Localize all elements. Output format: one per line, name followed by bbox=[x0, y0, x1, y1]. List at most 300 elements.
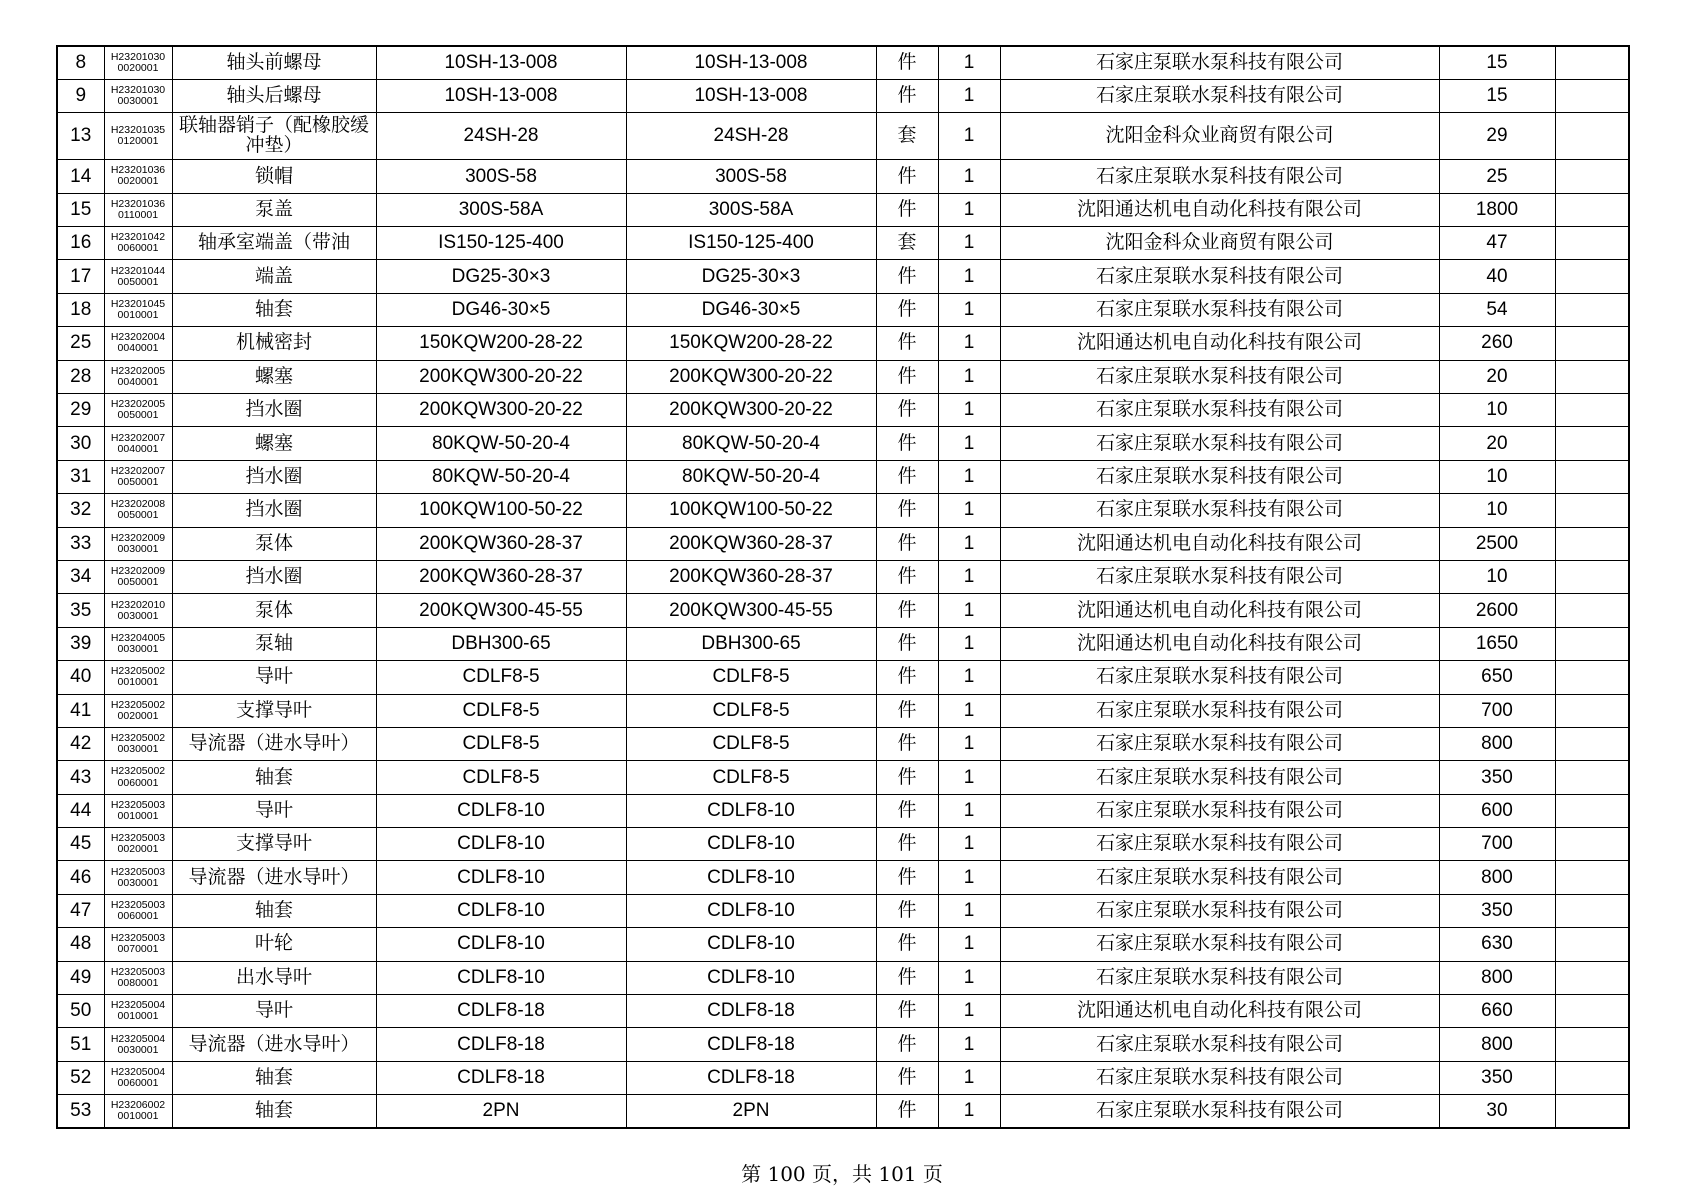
quantity-cell: 1 bbox=[938, 227, 1000, 260]
spec-cell: 10SH-13-008 bbox=[376, 46, 626, 79]
row-number-cell: 8 bbox=[57, 46, 104, 79]
material-code-cell: H23201030 0020001 bbox=[104, 46, 172, 79]
quantity-cell: 1 bbox=[938, 79, 1000, 112]
model-cell: 24SH-28 bbox=[626, 113, 876, 160]
remarks-cell bbox=[1555, 794, 1629, 827]
remarks-cell bbox=[1555, 661, 1629, 694]
unit-price-cell: 25 bbox=[1439, 160, 1555, 193]
page-number: 第 100 页，共 101 页 bbox=[741, 1162, 943, 1186]
quantity-cell: 1 bbox=[938, 1095, 1000, 1128]
unit-price-cell: 800 bbox=[1439, 961, 1555, 994]
spec-cell: 200KQW360-28-37 bbox=[376, 560, 626, 593]
row-number-cell: 46 bbox=[57, 861, 104, 894]
quantity-cell: 1 bbox=[938, 1061, 1000, 1094]
spec-cell: 80KQW-50-20-4 bbox=[376, 460, 626, 493]
quantity-cell: 1 bbox=[938, 360, 1000, 393]
part-name-cell: 轴套 bbox=[172, 761, 376, 794]
unit-price-cell: 800 bbox=[1439, 727, 1555, 760]
spec-cell: CDLF8-10 bbox=[376, 794, 626, 827]
table-row bbox=[57, 113, 1629, 160]
remarks-cell bbox=[1555, 995, 1629, 1028]
quantity-cell: 1 bbox=[938, 727, 1000, 760]
table-row bbox=[57, 1028, 1629, 1061]
unit-cell: 件 bbox=[876, 193, 938, 226]
material-code-cell: H23205003 0020001 bbox=[104, 828, 172, 861]
material-code-cell: H23205003 0030001 bbox=[104, 861, 172, 894]
quantity-cell: 1 bbox=[938, 427, 1000, 460]
spec-cell: 100KQW100-50-22 bbox=[376, 494, 626, 527]
supplier-cell: 石家庄泵联水泵科技有限公司 bbox=[1000, 160, 1439, 193]
quantity-cell: 1 bbox=[938, 661, 1000, 694]
remarks-cell bbox=[1555, 394, 1629, 427]
unit-price-cell: 350 bbox=[1439, 894, 1555, 927]
unit-price-cell: 1650 bbox=[1439, 627, 1555, 660]
table-row bbox=[57, 193, 1629, 226]
remarks-cell bbox=[1555, 1028, 1629, 1061]
remarks-cell bbox=[1555, 828, 1629, 861]
part-name-cell: 支撑导叶 bbox=[172, 828, 376, 861]
spec-cell: CDLF8-5 bbox=[376, 661, 626, 694]
spec-cell: CDLF8-10 bbox=[376, 961, 626, 994]
table-row bbox=[57, 694, 1629, 727]
quantity-cell: 1 bbox=[938, 260, 1000, 293]
spec-cell: CDLF8-18 bbox=[376, 995, 626, 1028]
model-cell: 80KQW-50-20-4 bbox=[626, 427, 876, 460]
table-row bbox=[57, 794, 1629, 827]
model-cell: 100KQW100-50-22 bbox=[626, 494, 876, 527]
quantity-cell: 1 bbox=[938, 761, 1000, 794]
material-code-cell: H23205003 0010001 bbox=[104, 794, 172, 827]
supplier-cell: 石家庄泵联水泵科技有限公司 bbox=[1000, 427, 1439, 460]
supplier-cell: 石家庄泵联水泵科技有限公司 bbox=[1000, 360, 1439, 393]
quantity-cell: 1 bbox=[938, 694, 1000, 727]
unit-price-cell: 10 bbox=[1439, 560, 1555, 593]
spec-cell: 300S-58 bbox=[376, 160, 626, 193]
row-number-cell: 47 bbox=[57, 894, 104, 927]
table-row bbox=[57, 594, 1629, 627]
row-number-cell: 25 bbox=[57, 327, 104, 360]
material-code-cell: H23201030 0030001 bbox=[104, 79, 172, 112]
supplier-cell: 石家庄泵联水泵科技有限公司 bbox=[1000, 828, 1439, 861]
supplier-cell: 石家庄泵联水泵科技有限公司 bbox=[1000, 494, 1439, 527]
remarks-cell bbox=[1555, 360, 1629, 393]
unit-price-cell: 700 bbox=[1439, 694, 1555, 727]
part-name-cell: 联轴器销子（配橡胶缓冲垫） bbox=[172, 113, 376, 160]
part-name-cell: 挡水圈 bbox=[172, 494, 376, 527]
remarks-cell bbox=[1555, 227, 1629, 260]
quantity-cell: 1 bbox=[938, 394, 1000, 427]
part-name-cell: 叶轮 bbox=[172, 928, 376, 961]
part-name-cell: 轴套 bbox=[172, 1061, 376, 1094]
unit-price-cell: 660 bbox=[1439, 995, 1555, 1028]
part-name-cell: 轴套 bbox=[172, 894, 376, 927]
unit-cell: 件 bbox=[876, 360, 938, 393]
unit-price-cell: 2500 bbox=[1439, 527, 1555, 560]
part-name-cell: 轴承室端盖（带油 bbox=[172, 227, 376, 260]
spec-cell: 10SH-13-008 bbox=[376, 79, 626, 112]
supplier-cell: 石家庄泵联水泵科技有限公司 bbox=[1000, 861, 1439, 894]
material-code-cell: H23206002 0010001 bbox=[104, 1095, 172, 1128]
remarks-cell bbox=[1555, 1061, 1629, 1094]
parts-price-table bbox=[56, 45, 1630, 1129]
unit-cell: 件 bbox=[876, 661, 938, 694]
unit-price-cell: 40 bbox=[1439, 260, 1555, 293]
supplier-cell: 石家庄泵联水泵科技有限公司 bbox=[1000, 761, 1439, 794]
material-code-cell: H23202009 0030001 bbox=[104, 527, 172, 560]
unit-cell: 件 bbox=[876, 1028, 938, 1061]
unit-cell: 件 bbox=[876, 394, 938, 427]
row-number-cell: 18 bbox=[57, 293, 104, 326]
remarks-cell bbox=[1555, 560, 1629, 593]
model-cell: CDLF8-10 bbox=[626, 894, 876, 927]
part-name-cell: 端盖 bbox=[172, 260, 376, 293]
remarks-cell bbox=[1555, 961, 1629, 994]
material-code-cell: H23205003 0080001 bbox=[104, 961, 172, 994]
quantity-cell: 1 bbox=[938, 961, 1000, 994]
quantity-cell: 1 bbox=[938, 995, 1000, 1028]
unit-cell: 件 bbox=[876, 995, 938, 1028]
remarks-cell bbox=[1555, 694, 1629, 727]
remarks-cell bbox=[1555, 594, 1629, 627]
spec-cell: IS150-125-400 bbox=[376, 227, 626, 260]
spec-cell: DG46-30×5 bbox=[376, 293, 626, 326]
model-cell: CDLF8-5 bbox=[626, 661, 876, 694]
part-name-cell: 轴头后螺母 bbox=[172, 79, 376, 112]
row-number-cell: 13 bbox=[57, 113, 104, 160]
remarks-cell bbox=[1555, 894, 1629, 927]
spec-cell: 200KQW300-45-55 bbox=[376, 594, 626, 627]
model-cell: CDLF8-18 bbox=[626, 1028, 876, 1061]
table-body bbox=[57, 46, 1629, 1128]
remarks-cell bbox=[1555, 928, 1629, 961]
unit-price-cell: 650 bbox=[1439, 661, 1555, 694]
part-name-cell: 轴头前螺母 bbox=[172, 46, 376, 79]
part-name-cell: 挡水圈 bbox=[172, 560, 376, 593]
table-row bbox=[57, 293, 1629, 326]
material-code-cell: H23202005 0050001 bbox=[104, 394, 172, 427]
unit-cell: 件 bbox=[876, 79, 938, 112]
row-number-cell: 44 bbox=[57, 794, 104, 827]
material-code-cell: H23205003 0070001 bbox=[104, 928, 172, 961]
unit-cell: 件 bbox=[876, 894, 938, 927]
part-name-cell: 泵体 bbox=[172, 527, 376, 560]
row-number-cell: 50 bbox=[57, 995, 104, 1028]
row-number-cell: 45 bbox=[57, 828, 104, 861]
unit-price-cell: 600 bbox=[1439, 794, 1555, 827]
table-row bbox=[57, 46, 1629, 79]
supplier-cell: 沈阳通达机电自动化科技有限公司 bbox=[1000, 527, 1439, 560]
table-row bbox=[57, 494, 1629, 527]
remarks-cell bbox=[1555, 79, 1629, 112]
row-number-cell: 49 bbox=[57, 961, 104, 994]
quantity-cell: 1 bbox=[938, 293, 1000, 326]
supplier-cell: 石家庄泵联水泵科技有限公司 bbox=[1000, 1028, 1439, 1061]
unit-price-cell: 15 bbox=[1439, 79, 1555, 112]
unit-price-cell: 350 bbox=[1439, 761, 1555, 794]
quantity-cell: 1 bbox=[938, 794, 1000, 827]
quantity-cell: 1 bbox=[938, 1028, 1000, 1061]
remarks-cell bbox=[1555, 1095, 1629, 1128]
material-code-cell: H23201045 0010001 bbox=[104, 293, 172, 326]
unit-cell: 件 bbox=[876, 160, 938, 193]
part-name-cell: 锁帽 bbox=[172, 160, 376, 193]
table-row bbox=[57, 527, 1629, 560]
quantity-cell: 1 bbox=[938, 46, 1000, 79]
quantity-cell: 1 bbox=[938, 527, 1000, 560]
material-code-cell: H23204005 0030001 bbox=[104, 627, 172, 660]
unit-cell: 件 bbox=[876, 260, 938, 293]
supplier-cell: 石家庄泵联水泵科技有限公司 bbox=[1000, 46, 1439, 79]
model-cell: CDLF8-5 bbox=[626, 727, 876, 760]
quantity-cell: 1 bbox=[938, 160, 1000, 193]
table-row bbox=[57, 227, 1629, 260]
unit-price-cell: 15 bbox=[1439, 46, 1555, 79]
model-cell: CDLF8-18 bbox=[626, 1061, 876, 1094]
model-cell: 10SH-13-008 bbox=[626, 46, 876, 79]
unit-price-cell: 800 bbox=[1439, 1028, 1555, 1061]
row-number-cell: 28 bbox=[57, 360, 104, 393]
supplier-cell: 沈阳金科众业商贸有限公司 bbox=[1000, 227, 1439, 260]
supplier-cell: 沈阳通达机电自动化科技有限公司 bbox=[1000, 327, 1439, 360]
table-row bbox=[57, 427, 1629, 460]
model-cell: CDLF8-10 bbox=[626, 828, 876, 861]
model-cell: 200KQW360-28-37 bbox=[626, 527, 876, 560]
row-number-cell: 48 bbox=[57, 928, 104, 961]
spec-cell: DBH300-65 bbox=[376, 627, 626, 660]
material-code-cell: H23202005 0040001 bbox=[104, 360, 172, 393]
model-cell: DG46-30×5 bbox=[626, 293, 876, 326]
row-number-cell: 34 bbox=[57, 560, 104, 593]
row-number-cell: 40 bbox=[57, 661, 104, 694]
table-row bbox=[57, 627, 1629, 660]
row-number-cell: 53 bbox=[57, 1095, 104, 1128]
material-code-cell: H23202007 0040001 bbox=[104, 427, 172, 460]
unit-price-cell: 1800 bbox=[1439, 193, 1555, 226]
unit-cell: 套 bbox=[876, 113, 938, 160]
remarks-cell bbox=[1555, 260, 1629, 293]
supplier-cell: 石家庄泵联水泵科技有限公司 bbox=[1000, 928, 1439, 961]
part-name-cell: 轴套 bbox=[172, 293, 376, 326]
spec-cell: CDLF8-5 bbox=[376, 761, 626, 794]
material-code-cell: H23202009 0050001 bbox=[104, 560, 172, 593]
unit-cell: 件 bbox=[876, 928, 938, 961]
supplier-cell: 沈阳通达机电自动化科技有限公司 bbox=[1000, 627, 1439, 660]
material-code-cell: H23201035 0120001 bbox=[104, 113, 172, 160]
table-row bbox=[57, 327, 1629, 360]
model-cell: 200KQW300-20-22 bbox=[626, 360, 876, 393]
material-code-cell: H23201036 0110001 bbox=[104, 193, 172, 226]
supplier-cell: 石家庄泵联水泵科技有限公司 bbox=[1000, 1095, 1439, 1128]
part-name-cell: 支撑导叶 bbox=[172, 694, 376, 727]
supplier-cell: 石家庄泵联水泵科技有限公司 bbox=[1000, 794, 1439, 827]
supplier-cell: 石家庄泵联水泵科技有限公司 bbox=[1000, 394, 1439, 427]
supplier-cell: 石家庄泵联水泵科技有限公司 bbox=[1000, 961, 1439, 994]
unit-cell: 件 bbox=[876, 293, 938, 326]
supplier-cell: 石家庄泵联水泵科技有限公司 bbox=[1000, 694, 1439, 727]
unit-cell: 件 bbox=[876, 46, 938, 79]
unit-cell: 件 bbox=[876, 1061, 938, 1094]
remarks-cell bbox=[1555, 727, 1629, 760]
unit-price-cell: 10 bbox=[1439, 460, 1555, 493]
supplier-cell: 石家庄泵联水泵科技有限公司 bbox=[1000, 260, 1439, 293]
material-code-cell: H23201036 0020001 bbox=[104, 160, 172, 193]
supplier-cell: 石家庄泵联水泵科技有限公司 bbox=[1000, 661, 1439, 694]
supplier-cell: 沈阳金科众业商贸有限公司 bbox=[1000, 113, 1439, 160]
material-code-cell: H23201044 0050001 bbox=[104, 260, 172, 293]
material-code-cell: H23202007 0050001 bbox=[104, 460, 172, 493]
remarks-cell bbox=[1555, 327, 1629, 360]
unit-cell: 件 bbox=[876, 794, 938, 827]
quantity-cell: 1 bbox=[938, 627, 1000, 660]
quantity-cell: 1 bbox=[938, 460, 1000, 493]
model-cell: CDLF8-10 bbox=[626, 961, 876, 994]
part-name-cell: 导叶 bbox=[172, 661, 376, 694]
part-name-cell: 机械密封 bbox=[172, 327, 376, 360]
quantity-cell: 1 bbox=[938, 928, 1000, 961]
supplier-cell: 石家庄泵联水泵科技有限公司 bbox=[1000, 79, 1439, 112]
row-number-cell: 31 bbox=[57, 460, 104, 493]
row-number-cell: 32 bbox=[57, 494, 104, 527]
spec-cell: CDLF8-10 bbox=[376, 894, 626, 927]
unit-cell: 件 bbox=[876, 828, 938, 861]
unit-cell: 件 bbox=[876, 727, 938, 760]
remarks-cell bbox=[1555, 494, 1629, 527]
spec-cell: CDLF8-10 bbox=[376, 928, 626, 961]
remarks-cell bbox=[1555, 861, 1629, 894]
part-name-cell: 挡水圈 bbox=[172, 394, 376, 427]
unit-price-cell: 29 bbox=[1439, 113, 1555, 160]
remarks-cell bbox=[1555, 460, 1629, 493]
model-cell: CDLF8-10 bbox=[626, 861, 876, 894]
material-code-cell: H23205004 0060001 bbox=[104, 1061, 172, 1094]
model-cell: CDLF8-5 bbox=[626, 761, 876, 794]
supplier-cell: 石家庄泵联水泵科技有限公司 bbox=[1000, 460, 1439, 493]
material-code-cell: H23205003 0060001 bbox=[104, 894, 172, 927]
part-name-cell: 导叶 bbox=[172, 794, 376, 827]
row-number-cell: 33 bbox=[57, 527, 104, 560]
remarks-cell bbox=[1555, 761, 1629, 794]
row-number-cell: 35 bbox=[57, 594, 104, 627]
spec-cell: 200KQW300-20-22 bbox=[376, 394, 626, 427]
remarks-cell bbox=[1555, 527, 1629, 560]
unit-cell: 件 bbox=[876, 761, 938, 794]
part-name-cell: 挡水圈 bbox=[172, 460, 376, 493]
unit-cell: 套 bbox=[876, 227, 938, 260]
model-cell: DBH300-65 bbox=[626, 627, 876, 660]
material-code-cell: H23202008 0050001 bbox=[104, 494, 172, 527]
supplier-cell: 沈阳通达机电自动化科技有限公司 bbox=[1000, 594, 1439, 627]
unit-price-cell: 54 bbox=[1439, 293, 1555, 326]
table-row bbox=[57, 460, 1629, 493]
supplier-cell: 沈阳通达机电自动化科技有限公司 bbox=[1000, 995, 1439, 1028]
unit-cell: 件 bbox=[876, 460, 938, 493]
model-cell: DG25-30×3 bbox=[626, 260, 876, 293]
table-row bbox=[57, 661, 1629, 694]
row-number-cell: 39 bbox=[57, 627, 104, 660]
quantity-cell: 1 bbox=[938, 861, 1000, 894]
unit-price-cell: 350 bbox=[1439, 1061, 1555, 1094]
unit-price-cell: 260 bbox=[1439, 327, 1555, 360]
unit-price-cell: 20 bbox=[1439, 360, 1555, 393]
row-number-cell: 29 bbox=[57, 394, 104, 427]
material-code-cell: H23205002 0030001 bbox=[104, 727, 172, 760]
table-row bbox=[57, 394, 1629, 427]
table-row bbox=[57, 160, 1629, 193]
spec-cell: 150KQW200-28-22 bbox=[376, 327, 626, 360]
remarks-cell bbox=[1555, 427, 1629, 460]
material-code-cell: H23205002 0060001 bbox=[104, 761, 172, 794]
part-name-cell: 导流器（进水导叶） bbox=[172, 1028, 376, 1061]
remarks-cell bbox=[1555, 113, 1629, 160]
row-number-cell: 43 bbox=[57, 761, 104, 794]
row-number-cell: 15 bbox=[57, 193, 104, 226]
model-cell: 80KQW-50-20-4 bbox=[626, 460, 876, 493]
unit-cell: 件 bbox=[876, 694, 938, 727]
part-name-cell: 螺塞 bbox=[172, 360, 376, 393]
unit-price-cell: 700 bbox=[1439, 828, 1555, 861]
row-number-cell: 41 bbox=[57, 694, 104, 727]
table-row bbox=[57, 360, 1629, 393]
row-number-cell: 17 bbox=[57, 260, 104, 293]
spec-cell: DG25-30×3 bbox=[376, 260, 626, 293]
row-number-cell: 16 bbox=[57, 227, 104, 260]
table-row bbox=[57, 861, 1629, 894]
spec-cell: 200KQW300-20-22 bbox=[376, 360, 626, 393]
material-code-cell: H23205004 0030001 bbox=[104, 1028, 172, 1061]
table-row bbox=[57, 828, 1629, 861]
table-row bbox=[57, 961, 1629, 994]
model-cell: 2PN bbox=[626, 1095, 876, 1128]
unit-cell: 件 bbox=[876, 594, 938, 627]
unit-price-cell: 800 bbox=[1439, 861, 1555, 894]
spec-cell: CDLF8-10 bbox=[376, 861, 626, 894]
spec-cell: 300S-58A bbox=[376, 193, 626, 226]
remarks-cell bbox=[1555, 160, 1629, 193]
remarks-cell bbox=[1555, 293, 1629, 326]
spec-cell: CDLF8-18 bbox=[376, 1028, 626, 1061]
table-row bbox=[57, 727, 1629, 760]
row-number-cell: 52 bbox=[57, 1061, 104, 1094]
unit-cell: 件 bbox=[876, 427, 938, 460]
unit-price-cell: 20 bbox=[1439, 427, 1555, 460]
unit-cell: 件 bbox=[876, 1095, 938, 1128]
table-row bbox=[57, 928, 1629, 961]
supplier-cell: 石家庄泵联水泵科技有限公司 bbox=[1000, 894, 1439, 927]
unit-cell: 件 bbox=[876, 627, 938, 660]
unit-price-cell: 630 bbox=[1439, 928, 1555, 961]
unit-price-cell: 2600 bbox=[1439, 594, 1555, 627]
quantity-cell: 1 bbox=[938, 594, 1000, 627]
spec-cell: 24SH-28 bbox=[376, 113, 626, 160]
part-name-cell: 出水导叶 bbox=[172, 961, 376, 994]
remarks-cell bbox=[1555, 627, 1629, 660]
table-row bbox=[57, 995, 1629, 1028]
model-cell: CDLF8-10 bbox=[626, 928, 876, 961]
part-name-cell: 导流器（进水导叶） bbox=[172, 861, 376, 894]
material-code-cell: H23205004 0010001 bbox=[104, 995, 172, 1028]
material-code-cell: H23201042 0060001 bbox=[104, 227, 172, 260]
row-number-cell: 30 bbox=[57, 427, 104, 460]
material-code-cell: H23205002 0010001 bbox=[104, 661, 172, 694]
model-cell: 300S-58 bbox=[626, 160, 876, 193]
supplier-cell: 石家庄泵联水泵科技有限公司 bbox=[1000, 560, 1439, 593]
quantity-cell: 1 bbox=[938, 894, 1000, 927]
unit-cell: 件 bbox=[876, 961, 938, 994]
spec-cell: CDLF8-5 bbox=[376, 727, 626, 760]
spec-cell: 80KQW-50-20-4 bbox=[376, 427, 626, 460]
remarks-cell bbox=[1555, 193, 1629, 226]
unit-cell: 件 bbox=[876, 560, 938, 593]
